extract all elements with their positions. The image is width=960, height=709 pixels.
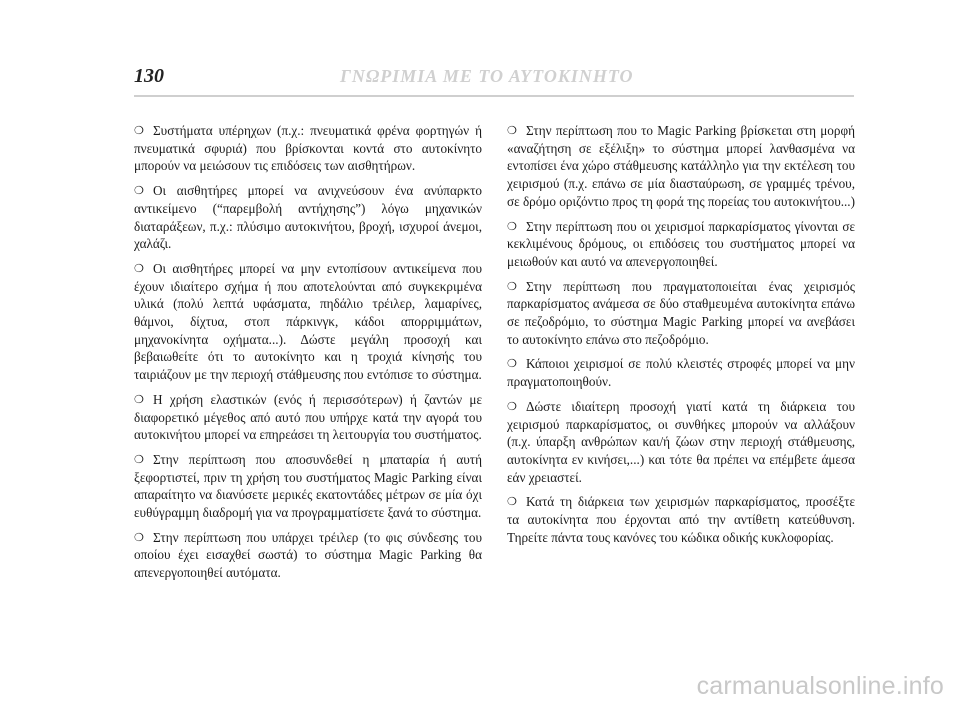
- bullet-icon: ❍: [507, 279, 517, 293]
- bullet-paragraph: [134, 260, 482, 384]
- bullet-paragraph: [507, 493, 855, 546]
- bullet-paragraph: [134, 451, 482, 522]
- bullet-paragraph: [507, 122, 855, 211]
- page-header: [0, 0, 960, 100]
- bullet-icon: ❍: [507, 219, 517, 233]
- paragraph-text: Στην περίπτωση που πραγματοποιείται ένας χειρισμός παρκαρίσματος ανάμεσα σε δύο σταθμευμένα αυτοκίνητα επάνω σε πεζοδρόμιο, το σύστημα Magic Parking μπορεί να ανεβάσει το αυτοκίνητο επάνω στο πεζοδρόμιο.: [507, 278, 855, 347]
- bullet-icon: ❍: [134, 261, 144, 275]
- paragraph-text: Στην περίπτωση που υπάρχει τρέιλερ (το φις σύνδεσης του οποίου έχει εισαχθεί σωστά) το σύστημα Magic Parking θα απενεργοποιηθεί αυτόματα.: [134, 529, 482, 581]
- bullet-icon: ❍: [507, 399, 517, 413]
- bullet-paragraph: [507, 398, 855, 487]
- paragraph-text: Στην περίπτωση που αποσυνδεθεί η μπαταρία ή αυτή ξεφορτιστεί, πριν τη χρήση του συστήματος Magic Parking είναι απαραίτητο να διανύσετε μερικές εκατοντάδες μέτρων σε μία όχι ευθύγραμμη διαδρομή για να προγραμματίσετε ξανά το σύστημα.: [134, 451, 482, 521]
- bullet-paragraph: [507, 218, 855, 271]
- bullet-paragraph: [134, 529, 482, 582]
- chapter-title: ΓΝΩΡΙΜΙΑ ΜΕ ΤΟ ΑΥΤΟΚΙΝΗΤΟ: [340, 66, 634, 86]
- bullet-icon: ❍: [134, 530, 144, 544]
- bullet-icon: ❍: [134, 392, 144, 406]
- bullet-icon: ❍: [507, 124, 517, 137]
- bullet-icon: ❍: [507, 495, 517, 509]
- bullet-paragraph: [134, 182, 482, 253]
- left-column: [134, 122, 482, 589]
- paragraph-text: Στην περίπτωση που οι χειρισμοί παρκαρίσματος γίνονται σε κεκλιμένους δρόμους, οι επιδόσεις του συστήματος μπορεί να μειωθούν και αυτό να απενεργοποιηθεί.: [507, 218, 855, 269]
- bullet-paragraph: [134, 391, 482, 444]
- paragraph-text: Οι αισθητήρες μπορεί να μην εντοπίσουν αντικείμενα που έχουν ιδιαίτερο σχήμα ή που αποτελούνται από συγκεκριμένα υλικά (πολύ λεπτά υφάσματα, πηδάλιο τρέιλερ, λαμαρίνες, θάμνοι, δίχτυα, στοπ πάρκινγκ, κάδοι απορριμμάτων, μηχανοκίνητα οχήματα...). Δώστε μεγάλη προσοχή και βεβαιωθείτε ότι το αυτοκίνητο και η τροχιά κίνησής του ταιριάζουν με την περιοχή στάθμευσης που εντόπισε το σύστημα.: [134, 260, 482, 383]
- header-divider: [134, 95, 854, 97]
- right-column: [507, 122, 855, 553]
- bullet-paragraph: [507, 355, 855, 390]
- bullet-icon: ❍: [134, 184, 144, 198]
- paragraph-text: Κατά τη διάρκεια των χειρισμών παρκαρίσματος, προσέξτε τα αυτοκίνητα που έρχονται από την αντίθετη κατεύθυνση. Τηρείτε πάντα τους κανόνες του κώδικα οδικής κυκλοφορίας.: [507, 494, 855, 545]
- paragraph-text: Οι αισθητήρες μπορεί να ανιχνεύσουν ένα ανύπαρκτο αντικείμενο (“παρεμβολή αντήχησης”) λόγω μηχανικών διαταράξεων, π.χ.: πλύσιμο αυτοκινήτου, βροχή, ισχυροί άνεμοι, χαλάζι.: [134, 183, 482, 252]
- paragraph-text: Δώστε ιδιαίτερη προσοχή γιατί κατά τη διάρκεια του χειρισμού παρκαρίσματος, οι συνθήκες μπορούν να αλλάξουν (π.χ. ύπαρξη ανθρώπων και/ή ζώων στην περιοχή στάθμευσης, αυτοκίνητα εν κινήσει,...) και τότε θα πρέπει να επέμβετε άμεσα εάν χρειαστεί.: [507, 398, 855, 485]
- paragraph-text: Στην περίπτωση που το Magic Parking βρίσκεται στη μορφή «αναζήτηση σε εξέλιξη» το σύστημα μπορεί λανθασμένα να εντοπίσει ένα χώρο στάθμευσης κατάλληλο για την εκτέλεση του χειρισμού (π.χ. επάνω σε μία διασταύρωση, σε γραμμές τρένου, σε δρόμο οριζόντιο προς τη φορά της πορείας του αυτοκινήτου...): [507, 123, 856, 209]
- paragraph-text: Συστήματα υπέρηχων (π.χ.: πνευματικά φρένα φορτηγών ή πνευματικά σφυριά) που βρίσκονται κοντά στο αυτοκίνητο μπορούν να μειώσουν τις επιδόσεις των αισθητήρων.: [134, 123, 482, 174]
- page-number: 130: [134, 65, 164, 87]
- bullet-paragraph: [507, 278, 855, 349]
- bullet-icon: ❍: [134, 452, 144, 466]
- bullet-icon: ❍: [134, 124, 144, 137]
- watermark: carmanualsonline.info: [696, 672, 944, 700]
- paragraph-text: Κάποιοι χειρισμοί σε πολύ κλειστές στροφές μπορεί να μην πραγματοποιηθούν.: [507, 356, 855, 390]
- bullet-icon: ❍: [507, 357, 517, 371]
- bullet-paragraph: [134, 122, 482, 175]
- paragraph-text: Η χρήση ελαστικών (ενός ή περισσότερων) ή ζαντών με διαφορετικό μέγεθος από αυτό που υπήρχε κατά την αγορά του αυτοκινήτου μπορεί να επηρεάσει τη λειτουργία του συστήματος.: [134, 391, 482, 443]
